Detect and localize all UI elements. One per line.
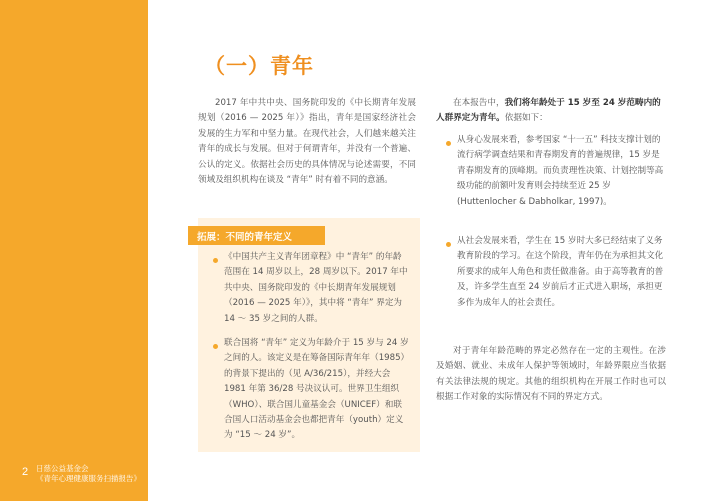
lead-prefix: 在本报告中，	[453, 98, 505, 108]
bullet-dot-icon	[213, 344, 218, 349]
section-title	[204, 50, 314, 80]
bullet-dot-icon	[213, 258, 218, 263]
footer-report-name	[36, 464, 141, 484]
bullet-dot-icon	[446, 141, 451, 146]
section-title-text: 青年	[270, 54, 314, 78]
bullet-dot-icon	[446, 242, 451, 247]
report-definition-lead	[436, 96, 666, 127]
section-number: （一）	[204, 54, 270, 78]
lead-definition: 我们将年龄处于 15 岁至 24 岁范畴内的人群界定为青年。	[436, 98, 661, 124]
reason-physical: 从身心发展来看，参考国家 “十一五” 科技支撑计划的流行病学调查结果和青春期发育的普遍规律，15 岁是青春期发育的顶峰期。而负责理性决策、计划控制等高级功能的前额叶发育则会持续至近 25 岁 (Huttenlocher & Dabholkar, 1997)。	[457, 135, 664, 207]
reason-social: 从社会发展来看，学生在 15 岁时大多已经结束了义务教育阶段的学习。在这个阶段，青年仍在为承担其文化所要求的成年人角色和责任做准备。由于高等教育的普及，许多学生直至 24 岁前后才正式进入职场，承担更多作为成年人的社会责任。	[457, 236, 664, 308]
lead-suffix: 依据如下：	[504, 113, 548, 124]
closing-paragraph: 对于青年年龄范畴的界定必然存在一定的主观性。在涉及婚姻、就业、未成年人保护等领域时，年龄界限应当依据有关法律法规的规定。其他的组织机构在开展工作时也可以根据工作对象的实际情况有不同的界定方式。	[436, 346, 666, 403]
callout-item-1: 《中国共产主义青年团章程》中 “青年” 的年龄范围在 14 周岁以上，28 周岁以下。2017 年中共中央、国务院印发的《中长期青年发展规划（2016 — 2025 年）》，其中将 “青年” 界定为 14 ～ 35 岁之间的人群。	[224, 252, 408, 324]
footer-report-title: 《青年心理健康服务扫描报告》	[36, 474, 141, 483]
page-number: 2	[22, 466, 29, 478]
sidebar-band	[0, 0, 148, 501]
intro-paragraph: 2017 年中共中央、国务院印发的《中长期青年发展规划（2016 — 2025 年）》指出，青年是国家经济社会发展的生力军和中坚力量。在现代社会，人们越来越关注青年的成长与发展。但对于何谓青年，并没有一个普遍、公认的定义。依据社会历史的具体情况与论述需要，不同领域及组织机构在谈及 “青年” 时有着不同的意涵。	[198, 98, 416, 186]
callout-item-2: 联合国将 “青年” 定义为年龄介于 15 岁与 24 岁之间的人。该定义是在筹备国际青年年（1985）的背景下提出的（见 A/36/215），并经大会 1981 年第 36/28 号决议认可。世界卫生组织（WHO）、联合国儿童基金会（UNICEF）和联合国人口活动基金会也都把青年（youth）定义为 “15 ～ 24 岁”。	[224, 338, 410, 441]
footer-org-name: 日慈公益基金会	[36, 464, 89, 473]
callout-header: 拓展：不同的青年定义	[188, 226, 325, 245]
